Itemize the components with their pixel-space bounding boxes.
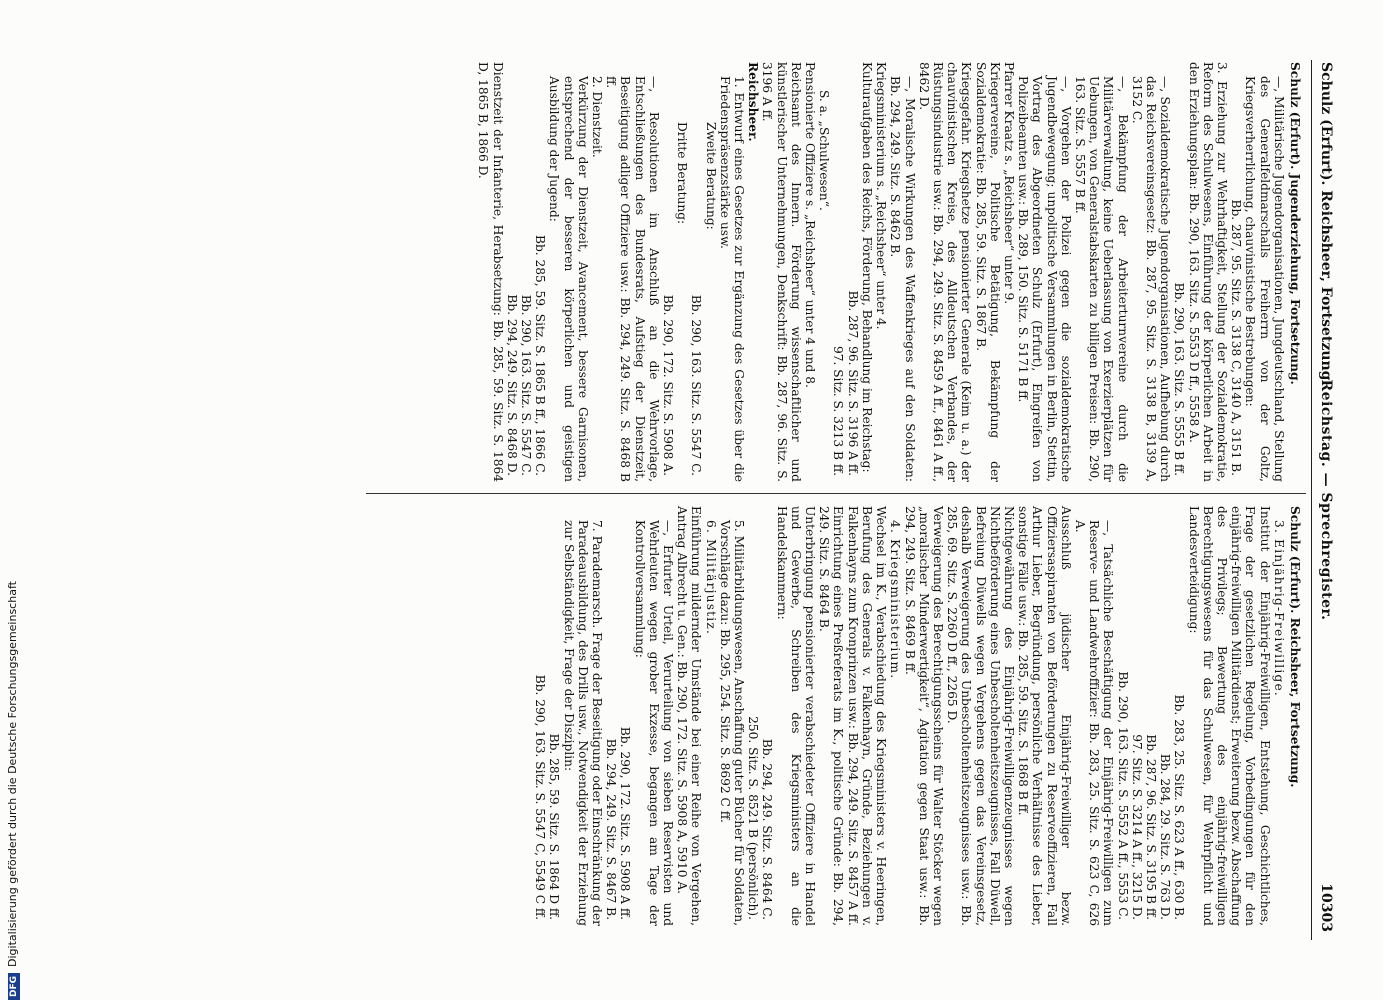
entry-ref: Bb. 290, 163. Sitz. S. 5547 C. [519, 294, 534, 476]
entry-heading: Reichsheer. [746, 62, 761, 142]
entry: 7. Parademarsch. Frage der Beseitigung oder Einschränkung der Paradeausbildung, des Drills usw., Notwendigkeit der Erziehung zur Selbständigkeit, Frage der Disziplin: [561, 520, 605, 926]
rotated-page-content [66, 60, 1336, 940]
entry: 3. Erziehung zur Wehrhaftigkeit, Stellung der Sozialdemokratie, Reform des Schulwesens, Einführung der körperlichen Arbeit in den Erziehungsplan: Bb. 290, 163. Sitz. S. 5553 D ff., 5558 A. [1186, 62, 1229, 482]
entry: Zweite Beratung: [703, 122, 718, 230]
entry: —, Vorgehen der Polizei gegen die sozialdemokratische Jugendbewegung; unpolitische Versammlungen in Berlin, Stettin, Vortrag des Abgeordneten Schulz (Erfurt), Eingreifen von Polizeibeamten usw.: Bb. 289, 150. Sitz. S. 5171 B ff. [1016, 76, 1073, 482]
header-center: Reichstag. — Sprechregister. [1318, 379, 1334, 621]
entry: Einführung mildernder Umstände bei einer Reihe von Vergehen, Antrag Albrecht u. Gen.: Bb. 290, 172. Sitz. S. 5908 A, 5910 A. [675, 506, 704, 926]
digitization-note: Digitalisierung gefördert durch die Deutsche Forschungsgemeinschaft [6, 581, 19, 967]
entry-ref: Bb. 290, 163. Sitz. S. 5555 B ff. [1172, 282, 1187, 476]
entry: Reichsamt des Innern. Förderung wissenschaftlicher und künstlerischer Unternehmungen, Denkschrift: Bb. 287, 96. Sitz. S. 3196 A ff. [760, 62, 803, 482]
entry: 1. Entwurf eines Gesetzes zur Ergänzung des Gesetzes über die Friedenspräsenzstärke usw. [717, 76, 747, 482]
entry: Dritte Beratung: [675, 122, 690, 225]
entry-heading: 4. Kriegsministerium. [888, 520, 903, 680]
entry: Kulturaufgaben des Reichs, Förderung, Behandlung im Reichstag: [859, 62, 874, 473]
entry: Kriegervereine, Politische Betätigung, Bekämpfung der Sozialdemokratie: Bb. 285, 59. Sitz. S. 1867 B. [973, 62, 1002, 482]
entry: Pensionierte Offiziere s. „Reichsheer“ unter 4 und 8. [803, 62, 818, 388]
entry-ref: 97. Sitz. S. 3214 A ff., 3215 D. [1129, 734, 1144, 920]
entry-ref: Bb. 290, 172. Sitz. S. 5908 A ff. [618, 726, 633, 920]
entry: Verkürzung der Dienstzeit, Avancement, bessere Garnisonen, entsprechend der besseren körperlichen und geistigen Ausbildung der Jugend: [547, 76, 590, 482]
entry: Verweigerung des Berechtigungsscheins für Walter Stöcker wegen „moralischer Minderwertigkeit“, Agitation gegen Staat usw.: Bb. 294, 249. Sitz. S. 8469 B ff. [902, 506, 945, 926]
entry: —, Erfurter Urteil, Verurteilung von sieben Reservisten und Wehrleuten wegen grober Exzesse, begangen am Tage der Kontrollversammlung: [632, 520, 676, 926]
entry: Kriegsministerium s. „Reichsheer“ unter 4. [874, 62, 889, 330]
entry-ref: Bb. 284, 29. Sitz. S. 763 D. [1158, 753, 1173, 920]
entry: —, Sozialdemokratische Jugendorganisationen, Aufhebung durch das Reichsvereinsgesetz: Bb. 287, 95. Sitz. S. 3138 B, 3139 A, 3152 C. [1129, 76, 1173, 482]
page-header [1310, 60, 1336, 940]
entry: Ausschluß jüdischer Einjährig-Freiwilliger bezw. Offiziersaspiranten von Beförderungen zu Reserveoffizieren, Fall Arthur Lieber, Begründung, persönliche Verhältnisse des Lieber, sonstige Fälle usw.: Bb. 285, 59. Sitz. S. 1868 B ff. [1016, 506, 1073, 926]
entry-ref: Bb. 290, 163. Sitz. S. 5547 C. [689, 294, 704, 476]
entry: —, Militärische Jugendorganisationen, Jungdeutschland, Stellung des Generalfeldmarschalls Freiherrn von der Goltz, Kriegsverherrlichung, chauvinistische Bestrebungen: [1243, 76, 1286, 482]
entry-ref: Bb. 285, 59. Sitz. S. 1865 B ff., 1866 C. [533, 235, 548, 476]
entry-heading: 3. Einjährig-Freiwillige. [1271, 520, 1286, 697]
entry-ref: Bb. 294, 249. Sitz. S. 8468 D. [504, 294, 519, 476]
entry: —, Moralische Wirkungen des Waffenkrieges auf den Soldaten: Bb. 294, 249. Sitz. S. 8462 B. [888, 76, 917, 482]
entry-ref: Bb. 294, 249. Sitz. S. 8464 C. [760, 738, 775, 920]
entry-ref: Bb. 287, 96. Sitz. S. 3196 A ff. [845, 290, 860, 476]
entry-heading: 6. Militärjustiz. [703, 520, 718, 636]
left-column [476, 62, 1302, 482]
entry-ref: Bb. 285, 59. Sitz. S. 1864 D ff. [547, 733, 562, 920]
entry: —, Tatsächliche Beschäftigung der Einjährig-Freiwilligen zum Reserve- und Landwehroffizier: Bb. 283, 25. Sitz. S. 623 C, 626 A. [1072, 520, 1116, 926]
entry-ref: Bb. 290, 163. Sitz. S. 5547 C, 5549 C ff. [533, 674, 548, 920]
entry-ref: 97. Sitz. S. 3213 B ff. [831, 345, 846, 476]
entry: Pfarrer Kraatz s. „Reichsheer“ unter 9. [1001, 62, 1016, 305]
right-column [533, 506, 1302, 926]
entry: —, Resolutionen im Anschluß an die Wehrvorlage, Entschließungen des Bundesrats, Aufstieg der Dienstzeit, Beseitigung adliger Offiziere usw.: Bb. 294, 249. Sitz. S. 8468 B ff. [604, 76, 661, 482]
header-rule [1311, 60, 1312, 940]
entry: 5. Militärbildungswesen, Anschaffung guter Bücher für Soldaten, Vorschläge dazu: Bb. 295, 254. Sitz. S. 8692 C ff. [717, 520, 747, 926]
entry: Kriegsgefahr. Kriegshetze pensionierter Generale (Keim u. a.) der chauvinistischen Kreise, des Alldeutschen Verbandes, der Rüstungsindustrie usw.: Bb. 294, 249. Sitz. S. 8459 A ff., 8461 A ff., 8462 D. [916, 62, 974, 482]
entry: 2. Dienstzeit. [590, 76, 605, 158]
entry: S. a. „Schulwesen“. [817, 90, 832, 211]
left-topic: Schulz (Erfurt). Jugenderziehung, Fortsetzung. [1288, 62, 1302, 385]
header-left: Schulz (Erfurt). Reichsheer, Fortsetzung. [1318, 62, 1334, 386]
entry: Institut der Einjährig-Freiwilligen, Entstehung, Geschichtliches, Frage der gesetzlichen Regelung, Vorbedingungen für den einjährig-freiwilligen Militärdienst; Erweiterung bezw. Abschaffung des Privilegs; Bewertung des einjährig-freiwilligen Berechtigungswesens für das Schulwesen, für Wehrpflicht und Landesverteidigung: [1186, 506, 1272, 926]
entry-ref: 250. Sitz. S. 8521 B (persönlich). [746, 716, 761, 920]
entry: Unterbringung pensionierter verabschiedeter Offiziere in Handel und Gewerbe, Schreiben des Kriegsministers an die Handelskammern: [774, 506, 818, 926]
entry-ref: Bb. 283, 25. Sitz. S. 623 A ff., 630 B. [1172, 694, 1187, 920]
digitization-credit [6, 581, 20, 1000]
page-number: 10303 [1318, 883, 1334, 932]
entry-ref: Bb. 294, 249. Sitz. S. 8467 B. [604, 738, 619, 920]
entry: Dienstzeit der Infanterie, Herabsetzung: Bb. 285, 59. Sitz. S. 1864 D, 1865 B, 1866 D. [476, 62, 505, 482]
entry: —, Bekämpfung der Arbeiterturnvereine durch die Militärverwaltung, keine Ueberlassung von Exerzierplätzen für Uebungen, von Generalstabskarten zu billigen Preisen: Bb. 290, 163. Sitz. S. 5557 B ff. [1072, 76, 1130, 482]
entry-ref: Bb. 287, 96. Sitz. S. 3195 B ff. [1143, 734, 1158, 920]
column-divider [366, 493, 1306, 494]
entry-ref: Bb. 290, 172. Sitz. S. 5908 A. [661, 294, 676, 476]
entry: Wechsel im K., Verabschiedung des Kriegsministers v. Heeringen, Berufung des Generals v. Falkenhayn, Gründe, Beziehungen v. Falkenhayns zum Kronprinzen usw.: Bb. 294, 249. Sitz. S. 8457 A ff. [845, 506, 889, 926]
right-topic: Schulz (Erfurt). Reichsheer, Fortsetzung. [1288, 506, 1302, 788]
entry: Nichtgewährung des Einjährig-Freiwilligenzeugnisses wegen Nichtbeförderung eines Unbescholtenheitszeugnisses, Fall Düwell, Befreiung Düwells wegen Vergehens gegen das Vereinsgesetz, deshalb Verweigerung des Unbescholtenheitszeugnisses usw.: Bb. 285, 69. Sitz. S. 2260 D ff., 2265 D. [945, 506, 1016, 926]
entry-ref: Bb. 287, 95. Sitz. S. 3138 C, 3140 A, 3151 B. [1229, 199, 1244, 476]
dfg-logo-icon: DFG [8, 973, 20, 1000]
entry-ref: Bb. 290, 163. Sitz. S. 5552 A ff., 5553 C. [1115, 671, 1130, 920]
entry: Einrichtung eines Preßreferats im K., politische Gründe: Bb. 294, 249. Sitz. S. 8464 B. [817, 506, 846, 926]
